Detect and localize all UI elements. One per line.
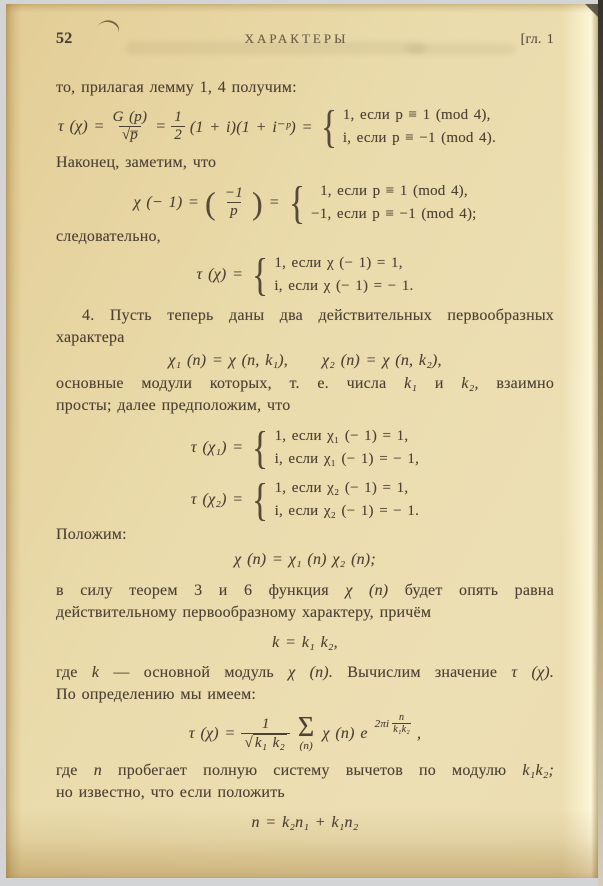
fraction-one-over-sqrt — [241, 716, 289, 752]
character-chi2-definition: χ₂ (n) = χ (n, k₂), — [322, 352, 442, 369]
formula-chi-minus-one — [56, 176, 554, 228]
text-segment: пробегает полную систему вычетов по модулю — [117, 762, 507, 779]
paragraph-moduli-coprime-line1 — [56, 373, 554, 395]
paragraph-n-runs-line2: но известно, что если положить — [56, 784, 285, 801]
right-paren: ) — [251, 184, 263, 221]
case-lines — [311, 181, 476, 224]
case-line: i, если χ₁ (− 1) = − 1, — [274, 451, 420, 467]
case-line: 1, если p ≡ 1 (mod 4), — [342, 107, 491, 123]
formula-chi-product: χ (n) = χ₁ (n) χ₂ (n); — [234, 551, 376, 568]
fraction-g-over-sqrt-p — [110, 109, 151, 144]
fraction-denominator: p — [227, 202, 241, 220]
case-lines — [275, 426, 419, 469]
case-line: i, если χ (− 1) = − 1. — [274, 278, 414, 294]
text-segment: будет опять равна — [404, 582, 554, 599]
fraction-numerator: n — [399, 712, 405, 723]
cases-block — [249, 473, 420, 525]
paragraph-consequently: следовательно, — [56, 228, 161, 245]
paragraph-theorems-3-6-line1 — [56, 580, 554, 602]
formula-chi-n-e: χ (n) e — [322, 724, 368, 742]
case-line: i, если p ≡ −1 (mod 4). — [342, 130, 496, 146]
paragraph-polozhim: Положим: — [56, 526, 127, 543]
exponent-coefficient: 2πi — [374, 717, 390, 730]
text-segment: где — [56, 762, 78, 779]
paragraph-moduli-coprime-line2: просты; далее предположим, что — [56, 397, 291, 414]
left-brace: { — [252, 421, 269, 473]
case-line: 1, если χ₂ (− 1) = 1, — [274, 480, 409, 496]
left-brace: { — [288, 176, 305, 228]
fraction-numerator: −1 — [224, 185, 243, 201]
formula-tau-chi-sum — [56, 712, 554, 752]
radicand: k₁ k₂ — [254, 734, 285, 751]
book-spine-edge — [598, 0, 603, 886]
formula-tau-chi1 — [56, 421, 554, 473]
equals-sign: = — [268, 193, 280, 211]
text-segment: Вычислим значение — [347, 664, 498, 681]
page-content — [6, 4, 598, 834]
variable-k: k — [91, 664, 100, 681]
formula-factors: (1 + i)(1 + i⁻ᵖ) = — [189, 118, 313, 136]
text-segment: взаимно — [496, 375, 555, 392]
fraction-one-half — [171, 109, 185, 144]
fraction-denominator: √p̅ — [119, 126, 141, 144]
radical-sign: √ — [244, 734, 253, 751]
running-head: ХАРАКТЕРЫ — [244, 31, 349, 46]
text-segment: — основной модуль — [113, 664, 274, 681]
variable-chi-n: χ (n) — [345, 582, 389, 599]
variable-n: n — [93, 762, 102, 779]
formula-lhs: τ (χ₁) = — [190, 438, 244, 456]
variable-tau-chi: τ (χ). — [511, 664, 555, 681]
left-brace: { — [252, 473, 269, 525]
paragraph-n-runs-line1 — [56, 760, 554, 782]
paragraph-section-4-line1: 4. Пусть теперь даны два действительных первообразных — [82, 307, 554, 324]
formula-lhs: τ (χ) = — [188, 724, 236, 742]
formula-tau-chi2 — [56, 473, 554, 525]
variable-k1k2: k₁k₂; — [522, 762, 555, 779]
formula-lhs: τ (χ) = — [58, 117, 105, 135]
fraction-denominator: k₁k₂ — [393, 724, 410, 735]
case-lines — [343, 105, 496, 148]
case-line: 1, если χ (− 1) = 1, — [274, 255, 403, 271]
formula-k-product: k = k₁ k₂, — [272, 634, 338, 651]
fraction-numerator: G (p) — [112, 109, 148, 125]
fraction-legendre — [222, 185, 246, 220]
case-lines — [275, 478, 419, 521]
exponent-fraction — [392, 712, 411, 735]
equals-sign: = — [155, 117, 167, 135]
formula-two-characters — [56, 352, 554, 370]
formula-tau-chi-gauss — [56, 100, 554, 152]
variable-k1: k₁ — [404, 375, 418, 392]
page-header — [56, 30, 554, 48]
case-line: 1, если χ₁ (− 1) = 1, — [274, 428, 409, 444]
formula-n-decomposition: n = k₂n₁ + k₁n₂ — [251, 814, 359, 831]
paragraph-k-modulus-line1 — [56, 662, 554, 684]
exponent — [375, 712, 411, 735]
formula-lhs: χ (− 1) = — [133, 193, 200, 211]
text-segment: и — [434, 375, 444, 392]
formula-tau-chi-cases — [56, 248, 554, 300]
paragraph-theorems-3-6-line2: действительному первообразному характеру, причём — [56, 604, 432, 621]
case-line: −1, если p ≡ −1 (mod 4); — [311, 206, 477, 222]
text-segment: где — [56, 664, 78, 681]
left-brace: { — [252, 248, 269, 300]
page-number: 52 — [56, 30, 73, 47]
text-segment: основные модули которых, т. е. числа — [56, 375, 387, 392]
case-line: i, если χ₂ (− 1) = − 1. — [274, 503, 420, 519]
character-chi1-definition: χ₁ (n) = χ (n, k₁), — [168, 352, 288, 369]
variable-k2: k₂, — [461, 375, 479, 392]
chapter-label: [гл. 1 — [520, 32, 554, 47]
summation — [297, 712, 315, 752]
fraction-denominator: 2 — [171, 126, 185, 144]
cases-block — [249, 248, 414, 300]
sigma-symbol: Σ — [297, 712, 315, 743]
case-line: 1, если p ≡ 1 (mod 4), — [320, 183, 468, 199]
variable-chi-n: χ (n). — [288, 664, 334, 681]
cases-block — [318, 100, 496, 152]
book-page — [6, 4, 598, 878]
cases-block — [286, 176, 477, 228]
fraction-numerator: 1 — [174, 109, 182, 125]
left-brace: { — [320, 100, 337, 152]
formula-lhs: τ (χ) = — [196, 265, 244, 283]
case-lines — [274, 253, 413, 296]
fraction-numerator: 1 — [261, 715, 270, 732]
fraction-denominator — [241, 733, 289, 752]
paragraph-k-modulus-line2: По определению мы имеем: — [56, 686, 257, 703]
left-paren: ( — [205, 184, 216, 221]
paragraph-applying-lemma: то, прилагая лемму 1, 4 получим: — [56, 79, 297, 96]
text-segment: в силу теорем 3 и 6 функция — [56, 582, 329, 599]
paragraph-section-4-line2: характера — [56, 329, 125, 346]
summation-limits: (n) — [299, 740, 313, 752]
paragraph-finally-note: Наконец, заметим, что — [56, 154, 217, 171]
cases-block — [249, 421, 420, 473]
trailing-comma: , — [416, 724, 422, 742]
formula-lhs: τ (χ₂) = — [190, 490, 244, 508]
